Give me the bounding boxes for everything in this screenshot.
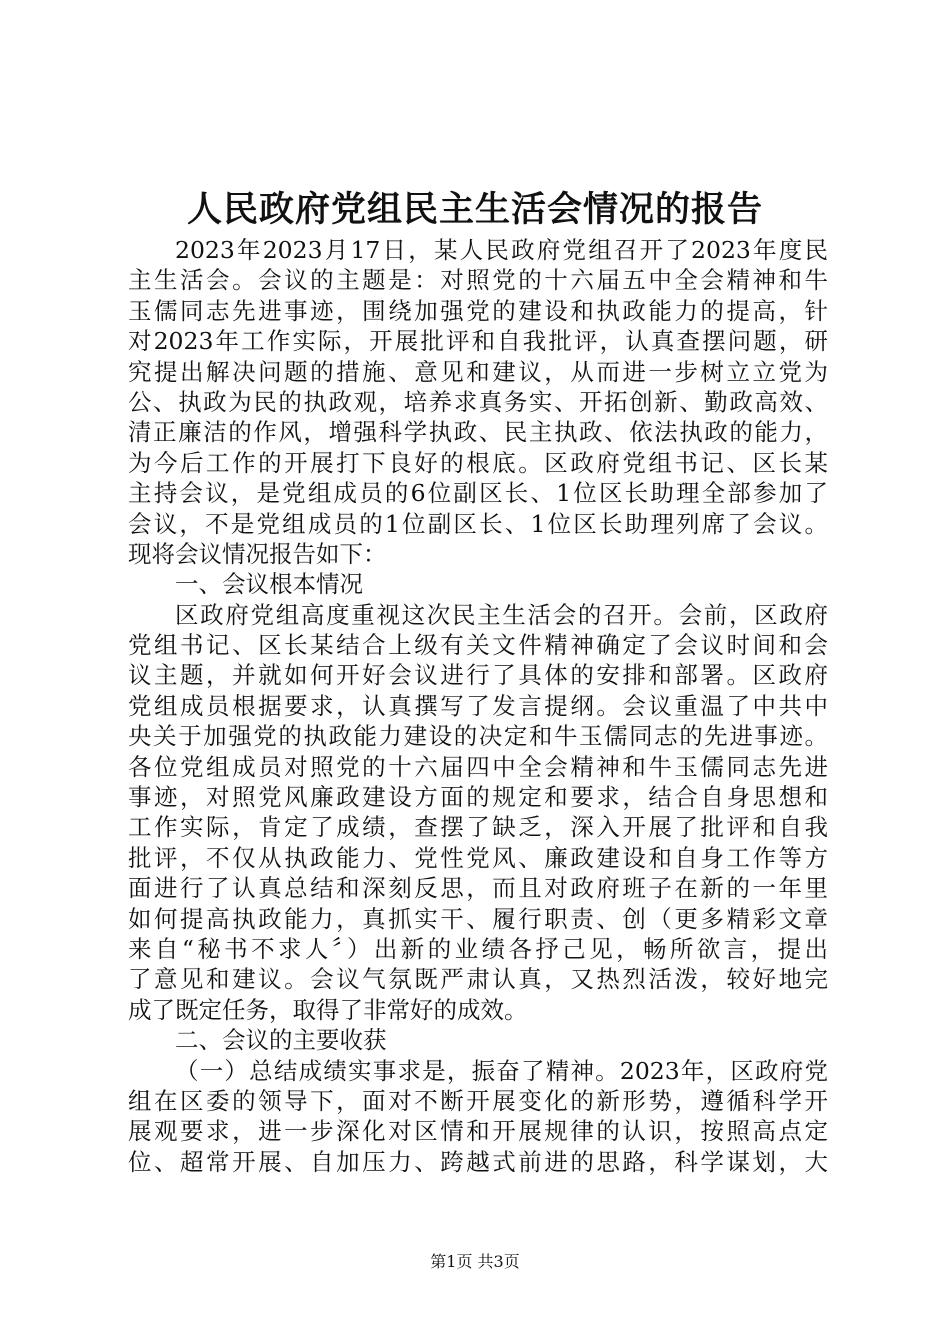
text-line: 批评，不仅从执政能力、党性党风、廉政建设和自身工作等方 (128, 843, 828, 872)
text-line: 工作实际，肯定了成绩，查摆了缺乏，深入开展了批评和自我 (128, 813, 828, 842)
text-line: 党组书记、区长某结合上级有关文件精神确定了会议时间和会 (128, 631, 828, 660)
text-line: 成了既定任务，取得了非常好的成效。 (128, 995, 528, 1024)
text-line: 区政府党组高度重视这次民主生活会的召开。会前，区政府 (175, 600, 828, 629)
text-line: 对2023年工作实际，开展批评和自我批评，认真查摆问题，研 (128, 327, 828, 356)
text-line: 如何提高执政能力，真抓实干、履行职责、创（更多精彩文章 (128, 904, 828, 933)
text-line: 位、超常开展、自加压力、跨越式前进的思路，科学谋划，大 (128, 1147, 828, 1176)
text-line: 党组成员根据要求，认真撰写了发言提纲。会议重温了中共中 (128, 691, 828, 720)
text-line: 面进行了认真总结和深刻反思，而且对政府班子在新的一年里 (128, 874, 828, 903)
text-line: 清正廉洁的作风，增强科学执政、民主执政、依法执政的能力， (128, 418, 828, 447)
text-line: 了意见和建议。会议气氛既严肃认真，又热烈活泼，较好地完 (128, 965, 828, 994)
text-line: （一）总结成绩实事求是，振奋了精神。2023年，区政府党 (175, 1056, 828, 1085)
text-line: 2023年2023月17日，某人民政府党组召开了2023年度民 (175, 236, 828, 264)
page-footer: 第1页 共3页 (430, 1252, 520, 1271)
text-line: 为今后工作的开展打下良好的根底。区政府党组书记、区长某 (128, 448, 828, 477)
text-line: 一、会议根本情况 (175, 570, 363, 599)
text-line: 来自“秘书不求人〞）出新的业绩各抒己见，畅所欲言，提出 (128, 934, 828, 963)
text-line: 组在区委的领导下，面对不断开展变化的新形势，遵循科学开 (128, 1086, 828, 1115)
text-line: 现将会议情况报告如下： (128, 539, 387, 568)
text-line: 主持会议，是党组成员的6位副区长、1位区长助理全部参加了 (128, 479, 828, 508)
text-line: 玉儒同志先进事迹，围绕加强党的建设和执政能力的提高，针 (128, 296, 828, 325)
text-line: 各位党组成员对照党的十六届四中全会精神和牛玉儒同志先进 (128, 752, 828, 781)
text-line: 展观要求，进一步深化对区情和开展规律的认识，按照高点定 (128, 1117, 828, 1146)
page-title: 人民政府党组民主生活会情况的报告 (186, 189, 763, 230)
text-line: 议主题，并就如何开好会议进行了具体的安排和部署。区政府 (128, 661, 828, 690)
text-line: 二、会议的主要收获 (175, 1026, 387, 1055)
text-line: 事迹，对照党风廉政建设方面的规定和要求，结合自身思想和 (128, 783, 828, 812)
text-line: 央关于加强党的执政能力建设的决定和牛玉儒同志的先进事迹。 (128, 722, 828, 751)
document-body (128, 235, 828, 1177)
text-line: 主生活会。会议的主题是：对照党的十六届五中全会精神和牛 (128, 266, 828, 295)
text-line: 会议，不是党组成员的1位副区长、1位区长助理列席了会议。 (128, 509, 828, 538)
text-line: 究提出解决问题的措施、意见和建议，从而进一步树立立党为 (128, 357, 828, 386)
text-line: 公、执政为民的执政观，培养求真务实、开拓创新、勤政高效、 (128, 387, 828, 416)
